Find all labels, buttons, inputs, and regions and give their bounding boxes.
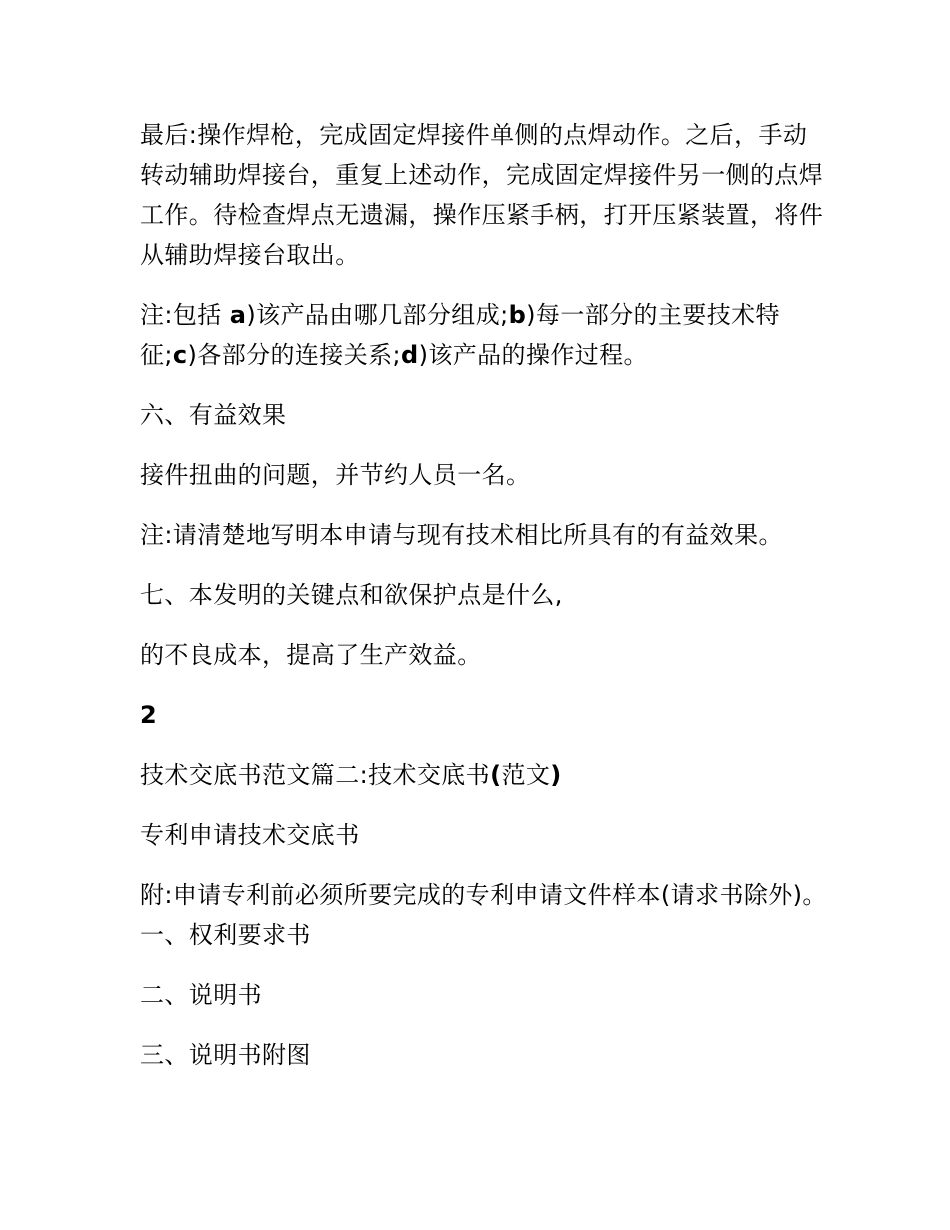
document-page xyxy=(140,115,830,1095)
paragraph-note-benefits: 注:请清楚地写明本申请与现有技术相比所具有的有益效果。 xyxy=(140,521,783,549)
paragraph-key-points: 的不良成本，提高了生产效益。 xyxy=(140,641,482,669)
note-marker-d: d xyxy=(400,341,419,369)
paragraph-note-contents xyxy=(140,295,830,375)
paragraph-attachment: 附:申请专利前必须所要完成的专利申请文件样本(请求书除外)。 一、权利要求书 xyxy=(140,881,827,949)
note-text: 注:包括 xyxy=(140,301,230,329)
article-title-paren-open: ( xyxy=(490,761,502,789)
section-heading-description: 二、说明书 xyxy=(140,981,262,1009)
article-title-paren-close: ) xyxy=(550,761,562,789)
note-text: )每一部分的主要技术特征; xyxy=(140,301,780,369)
section-heading-benefits: 六、有益效果 xyxy=(140,401,287,429)
section-heading-drawings: 三、说明书附图 xyxy=(140,1041,311,1069)
page-number: 2 xyxy=(140,701,158,729)
note-marker-b: b xyxy=(508,301,527,329)
note-marker-a: a xyxy=(229,301,247,329)
note-marker-c: c xyxy=(172,341,188,369)
article-title-sample: 范文 xyxy=(501,761,551,789)
paragraph-final-step: 最后:操作焊枪，完成固定焊接件单侧的点焊动作。之后，手动转动辅助焊接台，重复上述动作，完成固定焊接件另一侧的点焊工作。待检查焊点无遗漏，操作压紧手柄，打开压紧装置，将件从辅助焊接台取出。 xyxy=(140,121,824,269)
paragraph-benefits: 接件扭曲的问题，并节约人员一名。 xyxy=(140,461,531,489)
article-title xyxy=(140,755,830,795)
note-text: )该产品由哪几部分组成; xyxy=(246,301,509,329)
note-text: )各部分的连接关系; xyxy=(187,341,401,369)
document-subtitle: 专利申请技术交底书 xyxy=(140,821,360,849)
section-heading-key-points: 七、本发明的关键点和欲保护点是什么, xyxy=(140,581,563,609)
note-text: )该产品的操作过程。 xyxy=(418,341,648,369)
article-title-text: 技术交底书范文篇二:技术交底书 xyxy=(140,761,491,789)
